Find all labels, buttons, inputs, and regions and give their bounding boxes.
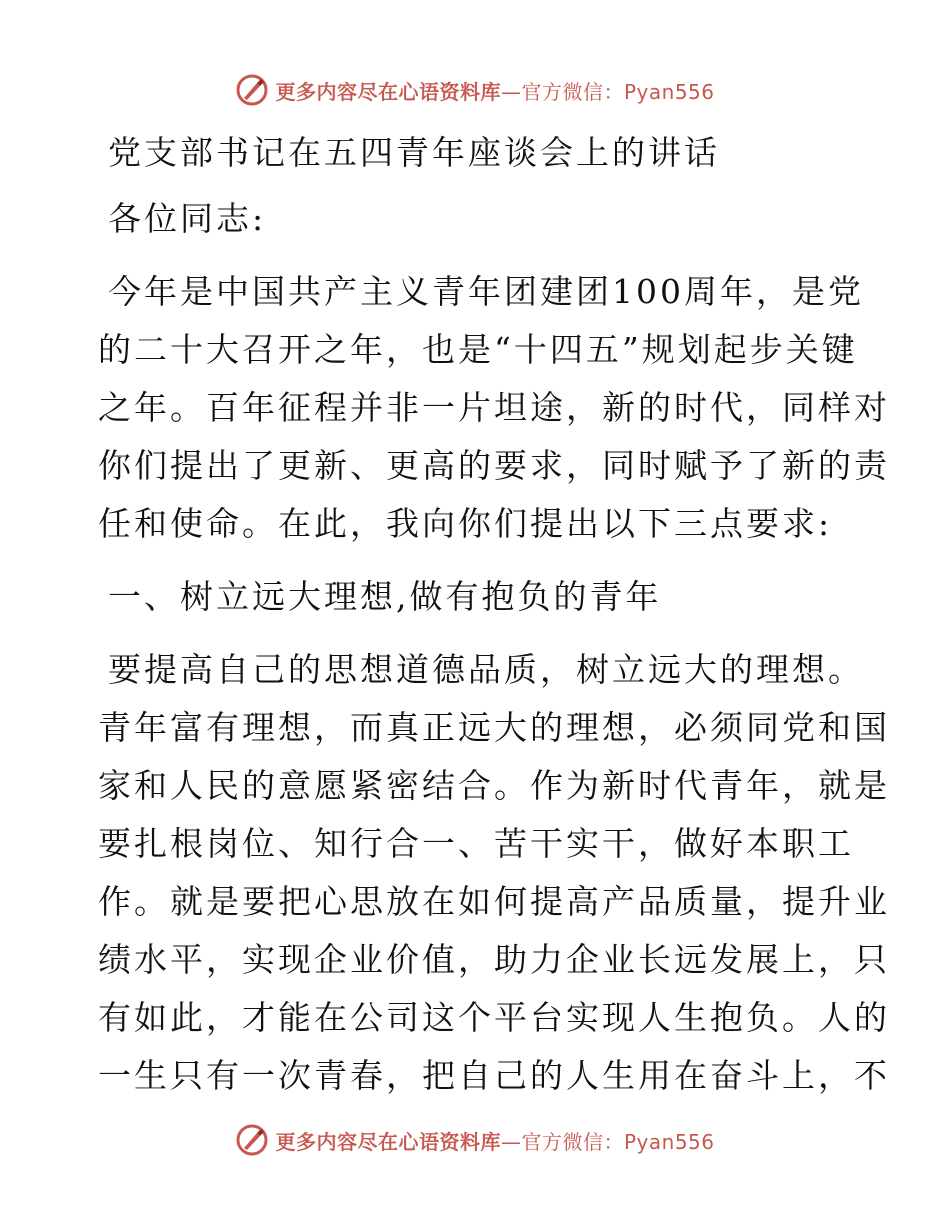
watermark-wechat-id: Pyan556 (623, 79, 715, 104)
paragraph-line: 家和人民的意愿紧密结合。作为新时代青年，就是 (98, 766, 890, 805)
watermark-separator: — (500, 79, 522, 104)
pen-logo-icon (235, 73, 269, 107)
greeting-line: 各位同志: (108, 199, 267, 238)
watermark-text (275, 76, 714, 105)
document-body (98, 124, 890, 1120)
paragraph-line: 你们提出了更新、更高的要求，同时赋予了新的责 (98, 446, 890, 485)
paragraph-line: 要扎根岗位、知行合一、苦干实干，做好本职工 (98, 824, 854, 863)
paragraph-line: 的二十大召开之年，也是“十四五”规划起步关键 (98, 330, 858, 369)
pen-logo-icon (235, 1123, 269, 1157)
watermark-main-text: 更多内容尽在心语资料库 (275, 79, 501, 104)
paragraph-line: 今年是中国共产主义青年团建团100周年，是党 (108, 272, 864, 311)
section-heading: 一、树立远大理想,做有抱负的青年 (108, 577, 662, 616)
paragraph-line: 任和使命。在此，我向你们提出以下三点要求: (98, 504, 833, 543)
watermark-wechat-label: 官方微信： (521, 1129, 624, 1154)
watermark-wechat-label: 官方微信： (521, 79, 624, 104)
paragraph-line: 绩水平，实现企业价值，助力企业长远发展上，只 (98, 940, 890, 979)
intro-paragraph (98, 263, 890, 553)
footer-watermark (0, 1120, 950, 1160)
watermark-separator: — (500, 1129, 522, 1154)
watermark-wechat-id: Pyan556 (623, 1129, 715, 1154)
watermark-text (275, 1126, 714, 1155)
paragraph-line: 一生只有一次青春，把自己的人生用在奋斗上，不 (98, 1056, 890, 1095)
paragraph-line: 有如此，才能在公司这个平台实现人生抱负。人的 (98, 998, 890, 1037)
document-title: 党支部书记在五四青年座谈会上的讲话 (108, 133, 720, 172)
section1-paragraph (98, 641, 890, 1105)
watermark-main-text: 更多内容尽在心语资料库 (275, 1129, 501, 1154)
paragraph-line: 作。就是要把心思放在如何提高产品质量，提升业 (98, 882, 890, 921)
paragraph-line: 要提高自己的思想道德品质，树立远大的理想。 (108, 650, 864, 689)
paragraph-line: 之年。百年征程并非一片坦途，新的时代，同样对 (98, 388, 890, 427)
paragraph-line: 青年富有理想，而真正远大的理想，必须同党和国 (98, 708, 890, 747)
header-watermark (0, 70, 950, 110)
